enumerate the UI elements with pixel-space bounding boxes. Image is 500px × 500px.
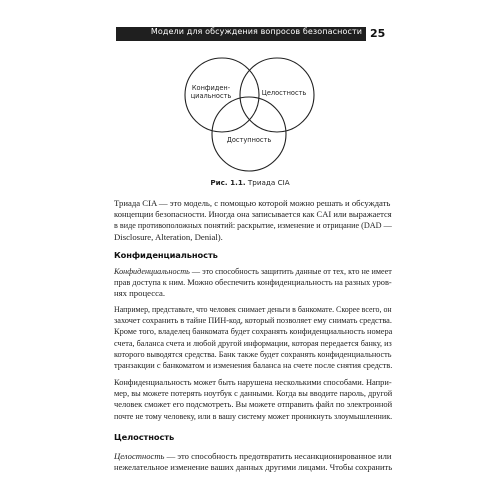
definition-text: — это способность защитить данные от тех, кто не имеет bbox=[189, 266, 392, 276]
running-title: Модели для обсуждения вопросов безопасности bbox=[150, 27, 362, 36]
venn-circle-availability bbox=[212, 97, 286, 171]
text-line: Disclosure, Alteration, Denial). bbox=[114, 231, 223, 242]
running-title-bar bbox=[116, 27, 366, 41]
text-line: мер, вы можете потерять ноутбук с данными. Когда вы вводите пароль, другой bbox=[114, 388, 393, 399]
cia-venn-diagram bbox=[180, 55, 320, 175]
text-line: почте не тому человеку, или в вашу систему может проникнуть злоумышленник. bbox=[114, 410, 393, 421]
text-line: транзакции с банкоматом и изменения баланса на счете после снятия средств. bbox=[114, 360, 393, 371]
caption-text: Триада CIA bbox=[247, 178, 290, 187]
venn-svg bbox=[180, 55, 320, 175]
text-line: нях процесса. bbox=[114, 288, 166, 299]
heading-integrity: Целостность bbox=[114, 432, 175, 442]
label-confidentiality-2: циальность bbox=[190, 92, 232, 100]
text-line: захочет сохранить в тайне ПИН-код, который позволяет ему снимать средства. bbox=[114, 315, 392, 326]
paragraph-breach bbox=[114, 377, 392, 422]
label-integrity: Целостность bbox=[261, 89, 307, 97]
term-confidentiality: Конфиденциальность bbox=[114, 266, 190, 276]
text-line bbox=[114, 266, 392, 277]
text-line: Конфиденциальность может быть нарушена несколькими способами. Напри- bbox=[114, 377, 392, 387]
paragraph-atm-example bbox=[114, 304, 392, 371]
text-line: концепции безопасности. Иногда она записывается как CAI или выражается bbox=[114, 209, 392, 220]
label-confidentiality-1: Конфиден- bbox=[191, 84, 231, 92]
text-line: Например, представьте, что человек снимает деньги в банкомате. Скорее всего, он bbox=[114, 304, 392, 314]
label-availability: Доступность bbox=[226, 136, 272, 144]
definition-text: — это способность предотвратить несанкционированное или bbox=[164, 451, 392, 461]
text-line bbox=[114, 451, 392, 462]
heading-confidentiality: Конфиденциальность bbox=[114, 250, 218, 260]
caption-number: Рис. 1.1. bbox=[210, 178, 246, 187]
text-line: нежелательное изменение ваших данных другими лицами. Чтобы сохранить bbox=[114, 462, 393, 473]
text-line: Триада CIA — это модель, с помощью которой можно решать и обсуждать bbox=[114, 198, 391, 208]
text-line: человек сможет его подсмотреть. Вы можете отправить файл по электронной bbox=[114, 399, 393, 410]
paragraph-confidentiality-definition bbox=[114, 266, 392, 300]
page-number: 25 bbox=[370, 27, 386, 40]
text-line: которого выводятся средства. Банк также будет сохранять конфиденциальность bbox=[114, 348, 392, 359]
paragraph-integrity-definition bbox=[114, 451, 392, 473]
text-line: счета, баланса счета и любой другой информации, которая передается банку, из bbox=[114, 337, 392, 348]
paragraph-intro bbox=[114, 198, 392, 243]
term-integrity: Целостность bbox=[114, 451, 165, 461]
figure-caption bbox=[0, 178, 500, 187]
text-line: в виде противоположных понятий: раскрытие, изменение и отрицание (DAD — bbox=[114, 220, 392, 231]
text-line: Кроме того, владелец банкомата будет сохранять конфиденциальность номера bbox=[114, 326, 393, 337]
text-line: прав доступа к ним. Можно обеспечить конфиденциальность на разных уров- bbox=[114, 277, 392, 288]
page-header bbox=[116, 27, 394, 41]
